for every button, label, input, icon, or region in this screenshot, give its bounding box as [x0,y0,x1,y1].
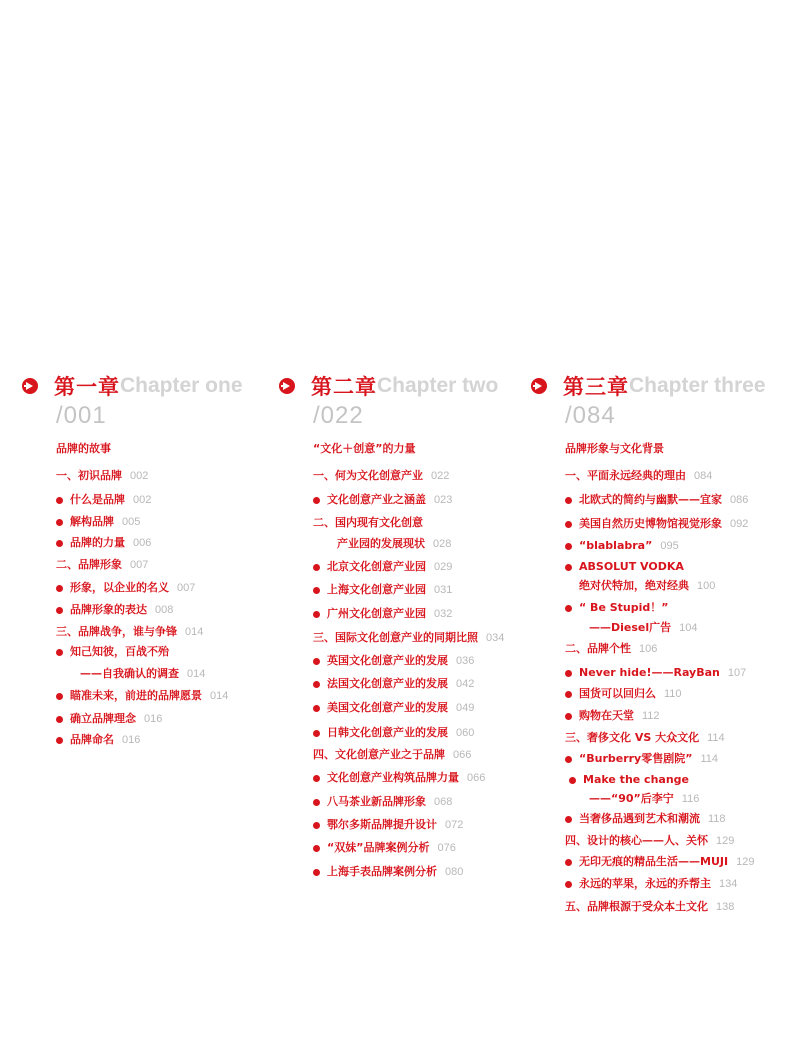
toc-entry[interactable]: 购物在天堂 112 [579,709,660,722]
toc-entry[interactable]: 北欧式的简约与幽默——宜家 086 [579,493,749,506]
toc-entry[interactable]: 什么是品牌 002 [70,493,152,506]
toc-entry[interactable]: 品牌命名 016 [70,733,141,746]
toc-entry[interactable]: 当奢侈品遇到艺术和潮流 118 [579,812,726,825]
chapter-number: 第三章 [563,375,629,399]
chapter-one-column [22,370,272,746]
chapter-page-number: /022 [313,402,364,429]
toc-entry[interactable]: 瞄准未来，前进的品牌愿景 014 [70,689,229,702]
toc-entry[interactable]: 日韩文化创意产业的发展 060 [327,726,475,739]
toc-entry[interactable]: 四、文化创意产业之于品牌 066 [313,748,472,761]
toc-entry[interactable]: 确立品牌理念 016 [70,712,163,725]
chapter-page-number: /084 [565,402,616,429]
toc-entry[interactable]: “Burberry零售剧院” 114 [579,752,719,765]
toc-entry[interactable]: 英国文化创意产业的发展 036 [327,654,475,667]
arrow-right-icon [531,378,547,394]
toc-entry[interactable]: 解构品牌 005 [70,515,141,528]
toc-entry[interactable]: 绝对伏特加，绝对经典 100 [579,579,716,592]
toc-entry[interactable]: “双妹”品牌案例分析 076 [327,841,456,854]
toc-entry[interactable]: Make the change [583,773,697,787]
toc-entry[interactable]: 二、国内现有文化创意 [313,516,423,529]
toc-entry[interactable]: 品牌形象的表达 008 [70,603,174,616]
toc-entry[interactable]: 二、品牌个性 106 [565,642,658,655]
toc-entry[interactable]: 无印无痕的精品生活——MUJI 129 [579,855,755,868]
toc-entry[interactable]: 三、品牌战争，谁与争锋 014 [56,625,204,638]
toc-entry[interactable]: 八马茶业新品牌形象 068 [327,795,453,808]
chapter-heading [531,370,800,402]
toc-entry[interactable]: 形象，以企业的名义 007 [70,581,196,594]
toc-entry[interactable]: 广州文化创意产业园 032 [327,607,453,620]
chapter-number: 第二章 [311,375,377,399]
toc-entry[interactable]: ——“90”后李宁 116 [589,792,700,805]
toc-entry[interactable]: ——自我确认的调查 014 [80,667,206,680]
toc-entry[interactable]: 二、品牌形象 007 [56,558,149,571]
chapter-two-column [279,370,541,878]
arrow-right-icon [22,378,38,394]
chapter-section-title: 品牌形象与文化背景 [565,442,664,455]
toc-entry[interactable]: Never hide!——RayBan 107 [579,666,747,679]
chapter-section-title: 品牌的故事 [56,442,111,455]
chapter-page-number: /001 [56,402,107,429]
toc-entry[interactable]: 鄂尔多斯品牌提升设计 072 [327,818,464,831]
toc-entry[interactable]: 文化创意产业构筑品牌力量 066 [327,771,486,784]
toc-entry[interactable]: 一、何为文化创意产业 022 [313,469,450,482]
chapter-english-title: Chapter two [377,374,499,397]
toc-entry[interactable]: 知己知彼，百战不殆 [70,645,177,659]
toc-entry[interactable]: ABSOLUT VODKA [579,560,692,574]
arrow-right-icon [279,378,295,394]
toc-entry[interactable]: “ Be Stupid！” [579,601,677,615]
toc-entry[interactable]: 美国文化创意产业的发展 049 [327,701,475,714]
chapter-heading [22,370,272,402]
toc-entry[interactable]: 国货可以回归么 110 [579,687,682,700]
toc-entry[interactable]: 法国文化创意产业的发展 042 [327,677,475,690]
toc-entry[interactable]: 一、平面永远经典的理由 084 [565,469,713,482]
toc-entry[interactable]: 品牌的力量 006 [70,536,152,549]
toc-entry[interactable]: 上海手表品牌案例分析 080 [327,865,464,878]
chapter-section-title: “文化＋创意”的力量 [313,442,416,455]
toc-entry[interactable]: 上海文化创意产业园 031 [327,583,453,596]
toc-entry[interactable]: 文化创意产业之涵盖 023 [327,493,453,506]
toc-entry[interactable]: 北京文化创意产业园 029 [327,560,453,573]
toc-entry[interactable]: 四、设计的核心——人、关怀 129 [565,834,735,847]
toc-entry[interactable]: 三、奢侈文化 VS 大众文化 114 [565,731,725,744]
toc-entry[interactable]: 产业园的发展现状 028 [337,537,452,550]
chapter-english-title: Chapter one [120,374,243,397]
toc-entry[interactable]: ——Diesel广告 104 [589,621,698,634]
toc-entry[interactable]: 永远的苹果，永远的乔帮主 134 [579,877,738,890]
chapter-number: 第一章 [54,375,120,399]
toc-entry[interactable]: 三、国际文化创意产业的同期比照 034 [313,631,505,644]
toc-entry[interactable]: 一、初识品牌 002 [56,469,149,482]
toc-entry[interactable]: 美国自然历史博物馆视觉形象 092 [579,517,749,530]
chapter-three-column [531,370,800,913]
chapter-english-title: Chapter three [629,374,766,397]
toc-entry[interactable]: 五、品牌根源于受众本土文化 138 [565,900,735,913]
chapter-heading [279,370,541,402]
toc-entry[interactable]: “blablabra” 095 [579,539,679,552]
